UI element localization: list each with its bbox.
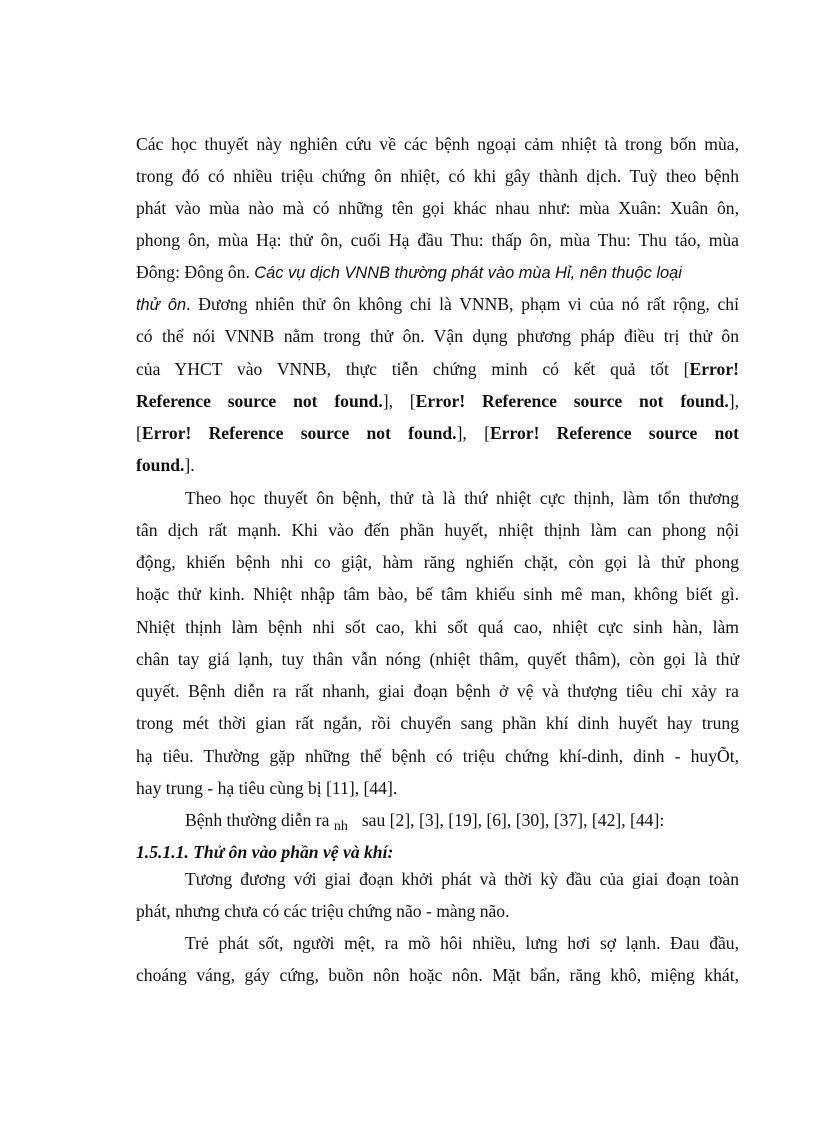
paragraph-2-line: hạ tiêu. Thường gặp những thể bệnh có triệu chứng khí-dinh, dinh - huyÕt, <box>136 746 739 766</box>
text-span: . Đương nhiên thử ôn không chỉ là VNNB, phạm vi của nó rất rộng, chỉ <box>186 294 739 314</box>
text-span: ], [ <box>456 423 490 443</box>
section-heading: 1.5.1.1. Thử ôn vào phần vệ và khí: <box>136 842 394 862</box>
text-span: [ <box>136 423 142 443</box>
error-reference: found. <box>136 455 185 475</box>
paragraph-1-line <box>136 389 739 413</box>
paragraph-5-line: Trẻ phát sốt, người mệt, ra mồ hôi nhiều, lưng hơi sợ lạnh. Đau đầu, <box>185 933 739 953</box>
text-span: ], [ <box>382 391 416 411</box>
text-span: sau [2], [3], [19], [6], [30], [37], [42], [44]: <box>361 810 665 830</box>
paragraph-4-line: phát, nhưng chưa có các triệu chứng não - màng não. <box>136 901 510 921</box>
paragraph-1-line <box>136 421 739 445</box>
paragraph-2-line: hoặc thử kinh. Nhiệt nhập tâm bào, bế tâm khiếu sinh mê man, không biết gì. <box>136 584 739 604</box>
error-reference: Error! Reference source not <box>489 423 740 443</box>
paragraph-2-line: chân tay giá lạnh, tuy thân vẫn nóng (nhiệt thâm, quyết thâm), còn gọi là thử <box>136 649 739 669</box>
error-reference: Reference source not found. <box>136 391 383 411</box>
italic-text: Các vụ dịch VNNB thường phát vào mùa Hỉ, nên thuộc loại <box>254 264 682 282</box>
error-reference: Error! Reference source not found. <box>141 423 457 443</box>
paragraph-1-line <box>136 260 739 284</box>
paragraph-1-line <box>136 453 739 477</box>
text-span: ], <box>728 391 739 411</box>
paragraph-1-line: phong ôn, mùa Hạ: thử ôn, cuối Hạ đầu Thu: thấp ôn, mùa Thu: Thu táo, mùa <box>136 230 739 250</box>
paragraph-2-line: Nhiệt thịnh làm bệnh nhi sốt cao, khi sốt quá cao, nhiệt cực sinh hàn, làm <box>136 617 739 637</box>
paragraph-3-line <box>185 808 739 832</box>
paragraph-1-line: trong đó có nhiều triệu chứng ôn nhiệt, có khi gây thành dịch. Tuỳ theo bệnh <box>136 166 739 186</box>
text-span: ]. <box>184 455 195 475</box>
paragraph-2-line: trong mét thời gian rất ngắn, rồi chuyển sang phần khí dinh huyết hay trung <box>136 713 739 733</box>
paragraph-1-line: Các học thuyết này nghiên cứu về các bệnh ngoại cảm nhiệt tà trong bốn mùa, <box>136 134 739 154</box>
paragraph-1-line: phát vào mùa nào mà có những tên gọi khác nhau như: mùa Xuân: Xuân ôn, <box>136 198 739 218</box>
paragraph-1-line <box>136 292 739 316</box>
paragraph-2-line: hay trung - hạ tiêu cùng bị [11], [44]. <box>136 778 398 798</box>
paragraph-1-line <box>136 357 739 381</box>
paragraph-1-line: có thể nói VNNB nằm trong thử ôn. Vận dụng phương pháp điều trị thử ôn <box>136 326 739 346</box>
paragraph-5-line: choáng váng, gáy cứng, buồn nôn hoặc nôn. Mặt bẩn, răng khô, miệng khát, <box>136 965 739 985</box>
error-reference: Error! Reference source not found. <box>415 391 729 411</box>
text-span: Đông: Đông ôn. <box>136 262 255 282</box>
paragraph-2-line: động, khiến bệnh nhi co giật, hàm răng nghiến chặt, còn gọi là thử phong <box>136 552 739 572</box>
text-span: Bệnh thường diễn ra <box>185 810 334 830</box>
paragraph-2-line: Theo học thuyết ôn bệnh, thử tà là thứ nhiệt cực thịnh, làm tổn thương <box>185 488 739 508</box>
text-span: của YHCT vào VNNB, thực tiễn chứng minh có kết quả tốt [ <box>136 359 690 379</box>
italic-text: thử ôn <box>136 296 187 314</box>
error-reference: Error! <box>689 359 739 379</box>
paragraph-2-line: tân dịch rất mạnh. Khi vào đến phần huyết, nhiệt thịnh làm can phong nội <box>136 520 739 540</box>
small-text: nh <box>333 819 348 834</box>
paragraph-2-line: quyết. Bệnh diễn ra rất nhanh, giai đoạn bệnh ở vệ và thượng tiêu chỉ xảy ra <box>136 681 739 701</box>
paragraph-4-line: Tương đương với giai đoạn khởi phát và thời kỳ đầu của giai đoạn toàn <box>185 869 739 889</box>
